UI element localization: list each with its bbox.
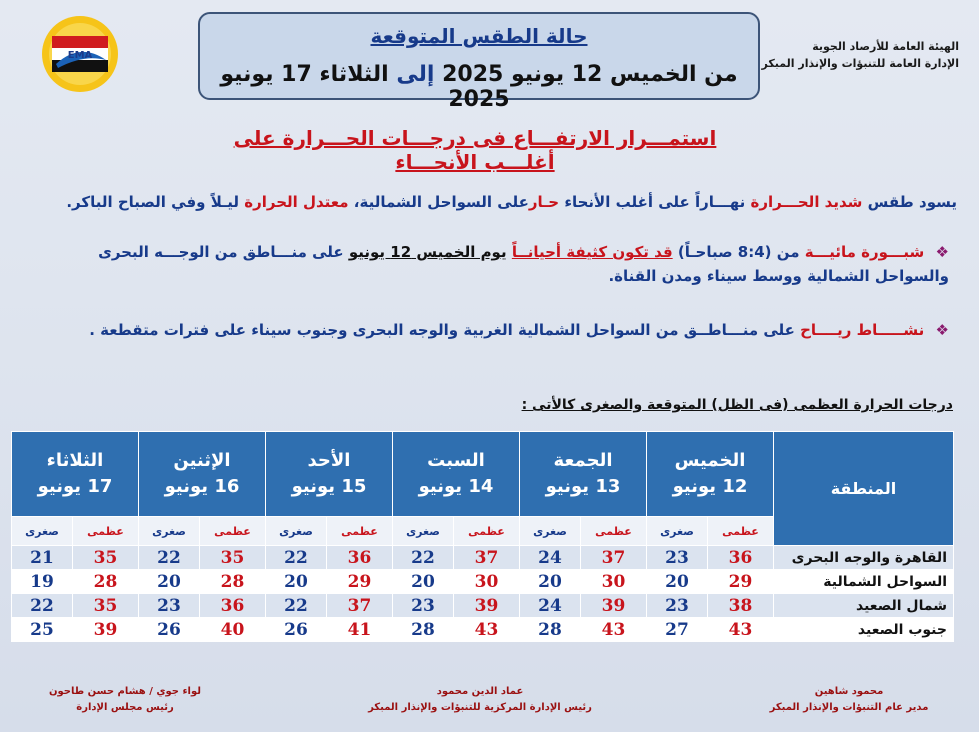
min-temp: 22 [12, 594, 73, 618]
min-temp: 20 [647, 570, 708, 594]
wind-warning [24, 318, 949, 342]
region-header: المنطقة [774, 432, 954, 546]
period-to: الثلاثاء 17 يونيو 2025 [220, 62, 510, 112]
forecast-period [200, 62, 758, 112]
min-temp: 23 [139, 594, 200, 618]
max-label: عظمى [199, 517, 265, 546]
page-title: حالة الطقس المتوقعة [370, 24, 588, 48]
agency-line-1: الهيئة العامة للأرصاد الجوية [812, 40, 959, 53]
signature-title: مدير عام التنبؤات والإنذار المبكر [769, 702, 929, 713]
fog-warning [24, 240, 949, 288]
signature-title: رئيس مجلس الإدارة [76, 702, 174, 713]
max-temp: 37 [326, 594, 392, 618]
min-temp: 20 [266, 570, 327, 594]
table-row [12, 570, 954, 594]
day-name: الجمعة [553, 450, 613, 471]
weather-summary [27, 190, 957, 214]
max-temp: 36 [707, 546, 773, 570]
p1-a: يسود طقس [867, 193, 957, 211]
min-label: صغرى [266, 517, 327, 546]
min-temp: 25 [12, 618, 73, 642]
max-label: عظمى [580, 517, 646, 546]
max-temp: 37 [580, 546, 646, 570]
day-name: السبت [427, 450, 485, 471]
day-header [139, 432, 266, 517]
max-temp: 29 [326, 570, 392, 594]
p1-c: نهـــاراً على أغلب الأنحاء [564, 193, 746, 211]
agency-logo [28, 14, 132, 94]
max-temp: 35 [199, 546, 265, 570]
agency-name [739, 38, 959, 72]
p1-d: حـار [528, 193, 560, 211]
day-header [647, 432, 774, 517]
min-label: صغرى [139, 517, 200, 546]
signature-name: لواء جوي / هشام حسن طاحون [48, 686, 202, 697]
max-temp: 30 [453, 570, 519, 594]
max-label: عظمى [326, 517, 392, 546]
max-temp: 43 [707, 618, 773, 642]
min-temp: 27 [647, 618, 708, 642]
day-header [266, 432, 393, 517]
p2-c: قد تكون كثيفة أحيانــاً [511, 243, 673, 261]
min-temp: 21 [12, 546, 73, 570]
min-temp: 23 [393, 594, 454, 618]
min-temp: 19 [12, 570, 73, 594]
p2-e: على منـــاطق من الوجـــه البحرى والسواحل الشمالية ووسط سيناء ومدن القناة. [98, 243, 949, 285]
max-label: عظمى [72, 517, 138, 546]
p1-b: شديد الحـــرارة [750, 193, 863, 211]
min-temp: 20 [520, 570, 581, 594]
min-temp: 26 [266, 618, 327, 642]
p1-e: على السواحل الشمالية، [353, 193, 529, 211]
max-temp: 30 [580, 570, 646, 594]
day-date: 17 يونيو [37, 476, 113, 497]
min-temp: 24 [520, 546, 581, 570]
max-temp: 36 [326, 546, 392, 570]
table-row [12, 546, 954, 570]
max-temp: 28 [72, 570, 138, 594]
max-temp: 38 [707, 594, 773, 618]
table-row [12, 594, 954, 618]
min-temp: 26 [139, 618, 200, 642]
p3-a: نشـــــاط ريــــاح [800, 321, 925, 339]
temperature-table [11, 431, 954, 642]
signature-name: عماد الدين محمود [436, 686, 524, 697]
max-temp: 39 [453, 594, 519, 618]
max-temp: 35 [72, 594, 138, 618]
min-label: صغرى [393, 517, 454, 546]
min-label: صغرى [647, 517, 708, 546]
day-date: 12 يونيو [672, 476, 748, 497]
min-temp: 20 [139, 570, 200, 594]
agency-line-2: الإدارة العامة للتنبؤات والإنذار المبكر [761, 57, 959, 70]
region-name: القاهرة والوجه البحرى [774, 546, 954, 570]
max-temp: 28 [199, 570, 265, 594]
signature-general-manager [739, 684, 959, 716]
day-header [12, 432, 139, 517]
day-date: 13 يونيو [545, 476, 621, 497]
p2-a: شبـــورة مائيـــة [804, 243, 925, 261]
max-temp: 39 [72, 618, 138, 642]
logo-text: EMA [67, 50, 93, 61]
max-label: عظمى [707, 517, 773, 546]
max-temp: 35 [72, 546, 138, 570]
max-temp: 37 [453, 546, 519, 570]
day-date: 16 يونيو [164, 476, 240, 497]
min-label: صغرى [520, 517, 581, 546]
p2-b: من (8:4 صباحـاً) [677, 243, 800, 261]
day-name: الإثنين [173, 450, 231, 471]
min-temp: 22 [266, 546, 327, 570]
min-temp: 28 [520, 618, 581, 642]
headline: استمـــرار الارتفـــاع فى درجـــات الحـــرارة على أغلـــب الأنحـــاء [233, 126, 717, 174]
max-temp: 43 [580, 618, 646, 642]
p3-b: على منـــاطــق من السواحل الشمالية الغربية والوجه البحرى وجنوب سيناء على فترات متقطعة . [89, 321, 795, 339]
region-name: شمال الصعيد [774, 594, 954, 618]
day-date: 14 يونيو [418, 476, 494, 497]
min-temp: 23 [647, 594, 708, 618]
max-temp: 36 [199, 594, 265, 618]
table-row [12, 618, 954, 642]
period-from: من الخميس 12 يونيو 2025 [442, 62, 738, 87]
max-temp: 40 [199, 618, 265, 642]
signature-name: محمود شاهين [814, 686, 884, 697]
day-header [393, 432, 520, 517]
signature-title: رئيس الإدارة المركزية للتنبؤات والإنذار المبكر [368, 702, 592, 713]
title-box [198, 12, 760, 112]
max-label: عظمى [453, 517, 519, 546]
temperature-caption: درجات الحرارة العظمى (فى الظل) المتوقعة والصغرى كالأتى : [521, 397, 953, 413]
day-date: 15 يونيو [291, 476, 367, 497]
p1-g: ليـلاً وفي الصباح الباكر. [66, 193, 239, 211]
signature-chairman [30, 684, 220, 716]
table-header-row [12, 432, 954, 517]
min-temp: 22 [393, 546, 454, 570]
min-temp: 24 [520, 594, 581, 618]
p2-d: يوم الخميس 12 يونيو [348, 243, 507, 261]
min-temp: 20 [393, 570, 454, 594]
max-temp: 39 [580, 594, 646, 618]
bullet-diamond-icon: ❖ [935, 321, 949, 339]
day-name: الثلاثاء [46, 450, 104, 471]
min-temp: 23 [647, 546, 708, 570]
day-header [520, 432, 647, 517]
min-label: صغرى [12, 517, 73, 546]
region-name: جنوب الصعيد [774, 618, 954, 642]
bullet-diamond-icon: ❖ [935, 243, 949, 261]
period-to-word: إلى [396, 62, 435, 87]
max-temp: 29 [707, 570, 773, 594]
day-name: الخميس [674, 450, 746, 471]
signature-central-director [335, 684, 625, 716]
max-temp: 41 [326, 618, 392, 642]
min-temp: 22 [139, 546, 200, 570]
p1-f: معتدل الحرارة [244, 193, 349, 211]
day-name: الأحد [307, 450, 351, 471]
min-temp: 22 [266, 594, 327, 618]
max-temp: 43 [453, 618, 519, 642]
region-name: السواحل الشمالية [774, 570, 954, 594]
min-temp: 28 [393, 618, 454, 642]
